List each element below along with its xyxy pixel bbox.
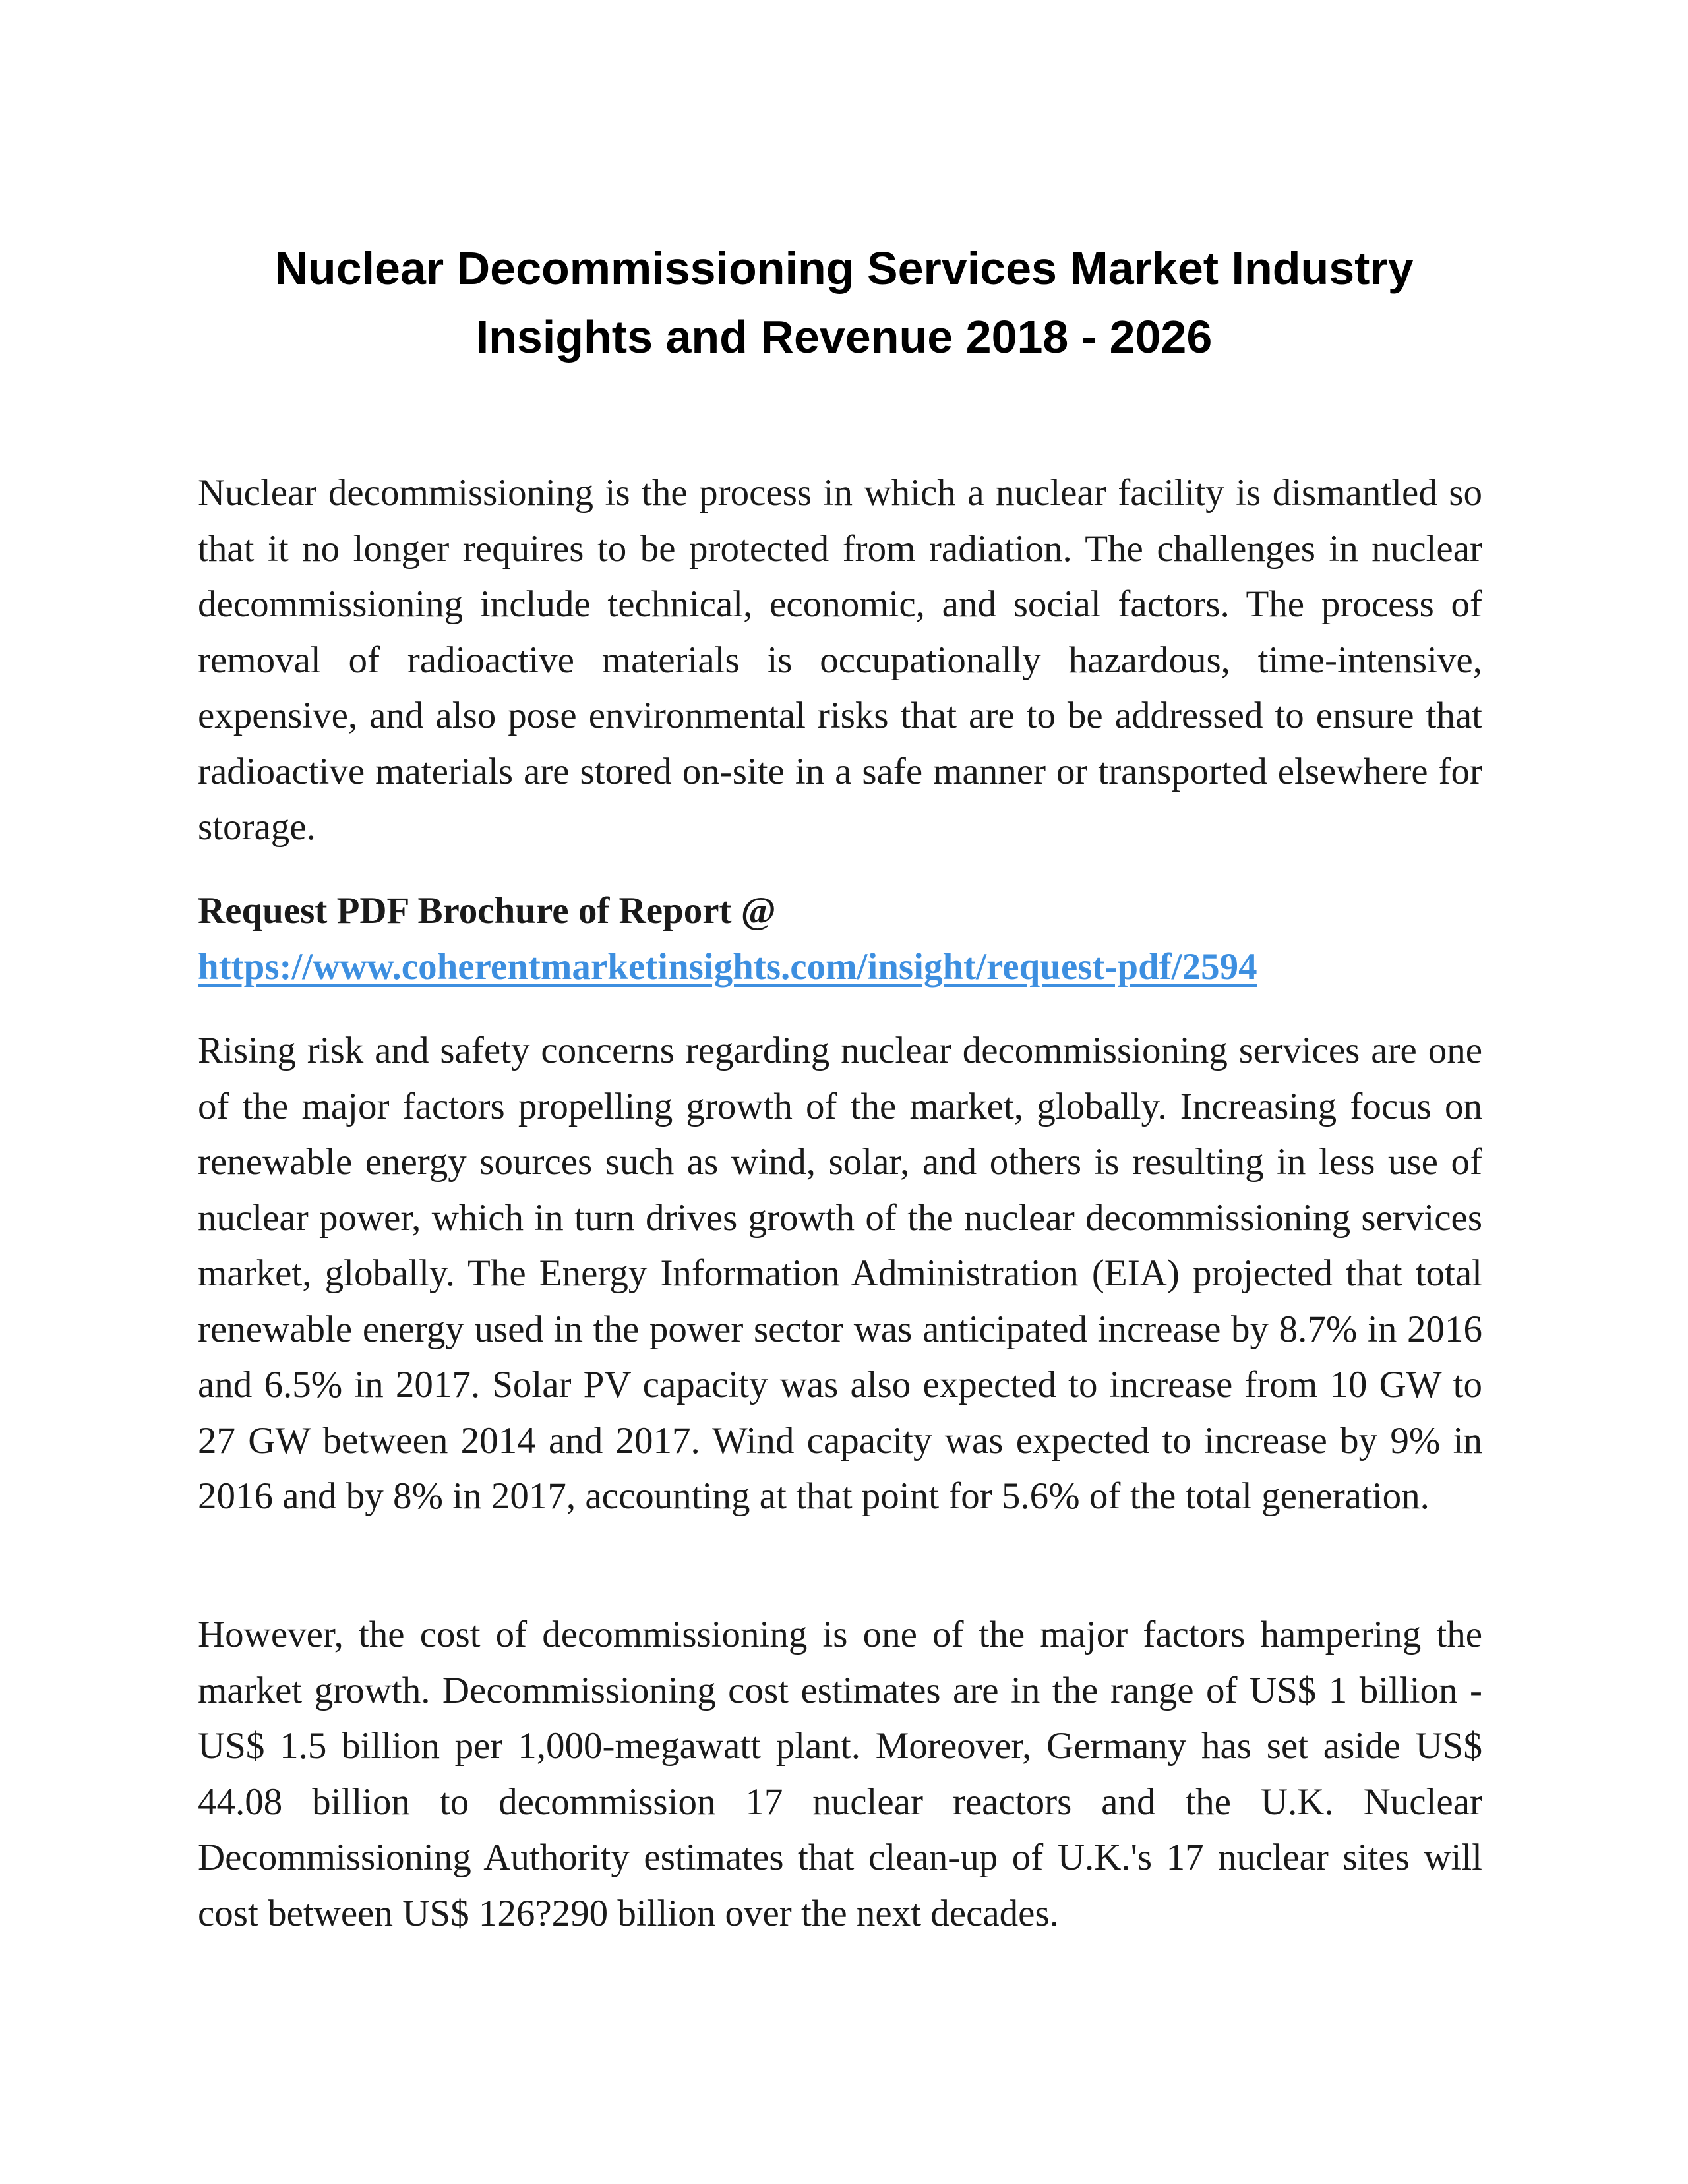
document-title <box>198 234 1490 371</box>
title-line-1: Nuclear Decommissioning Services Market Industry <box>274 243 1414 294</box>
drivers-paragraph: Rising risk and safety concerns regarding nuclear decommissioning services are one of the major factors propelling growth of the market, globally. Increasing focus on renewable energy sources such as wind, solar, and others is resulting in less use of nuclear power, which in turn drives growth of the nuclear decommissioning services market, globally. The Energy Information Administration (EIA) projected that total renewable energy used in the power sector was anticipated increase by 8.7% in 2016 and 6.5% in 2017. Solar PV capacity was also expected to increase from 10 GW to 27 GW between 2014 and 2017. Wind capacity was expected to increase by 9% in 2016 and by 8% in 2017, accounting at that point for 5.6% of the total generation. <box>198 1030 1482 1517</box>
brochure-request-link[interactable]: https://www.coherentmarketinsights.com/insight/request-pdf/2594 <box>198 945 1257 988</box>
title-line-2: Insights and Revenue 2018 - 2026 <box>475 311 1213 363</box>
brochure-request <box>198 883 1482 995</box>
brochure-request-label: Request PDF Brochure of Report @ <box>198 890 776 931</box>
intro-paragraph: Nuclear decommissioning is the process in which a nuclear facility is dismantled so that it no longer requires to be protected from radiation. The challenges in nuclear decommissioning include technical, economic, and social factors. The process of removal of radioactive materials is occupationally hazardous, time-intensive, expensive, and also pose environmental risks that are to be addressed to ensure that radioactive materials are stored on-site in a safe manner or transported elsewhere for storage. <box>198 472 1482 848</box>
restraints-paragraph: However, the cost of decommissioning is one of the major factors hampering the market growth. Decommissioning cost estimates are in the range of US$ 1 billion - US$ 1.5 billion per 1,000-megawatt plant. Moreover, Germany has set aside US$ 44.08 billion to decommission 17 nuclear reactors and the U.K. Nuclear Decommissioning Authority estimates that clean-up of U.K.'s 17 nuclear sites will cost between US$ 126?290 billion over the next decades. <box>198 1614 1482 1934</box>
